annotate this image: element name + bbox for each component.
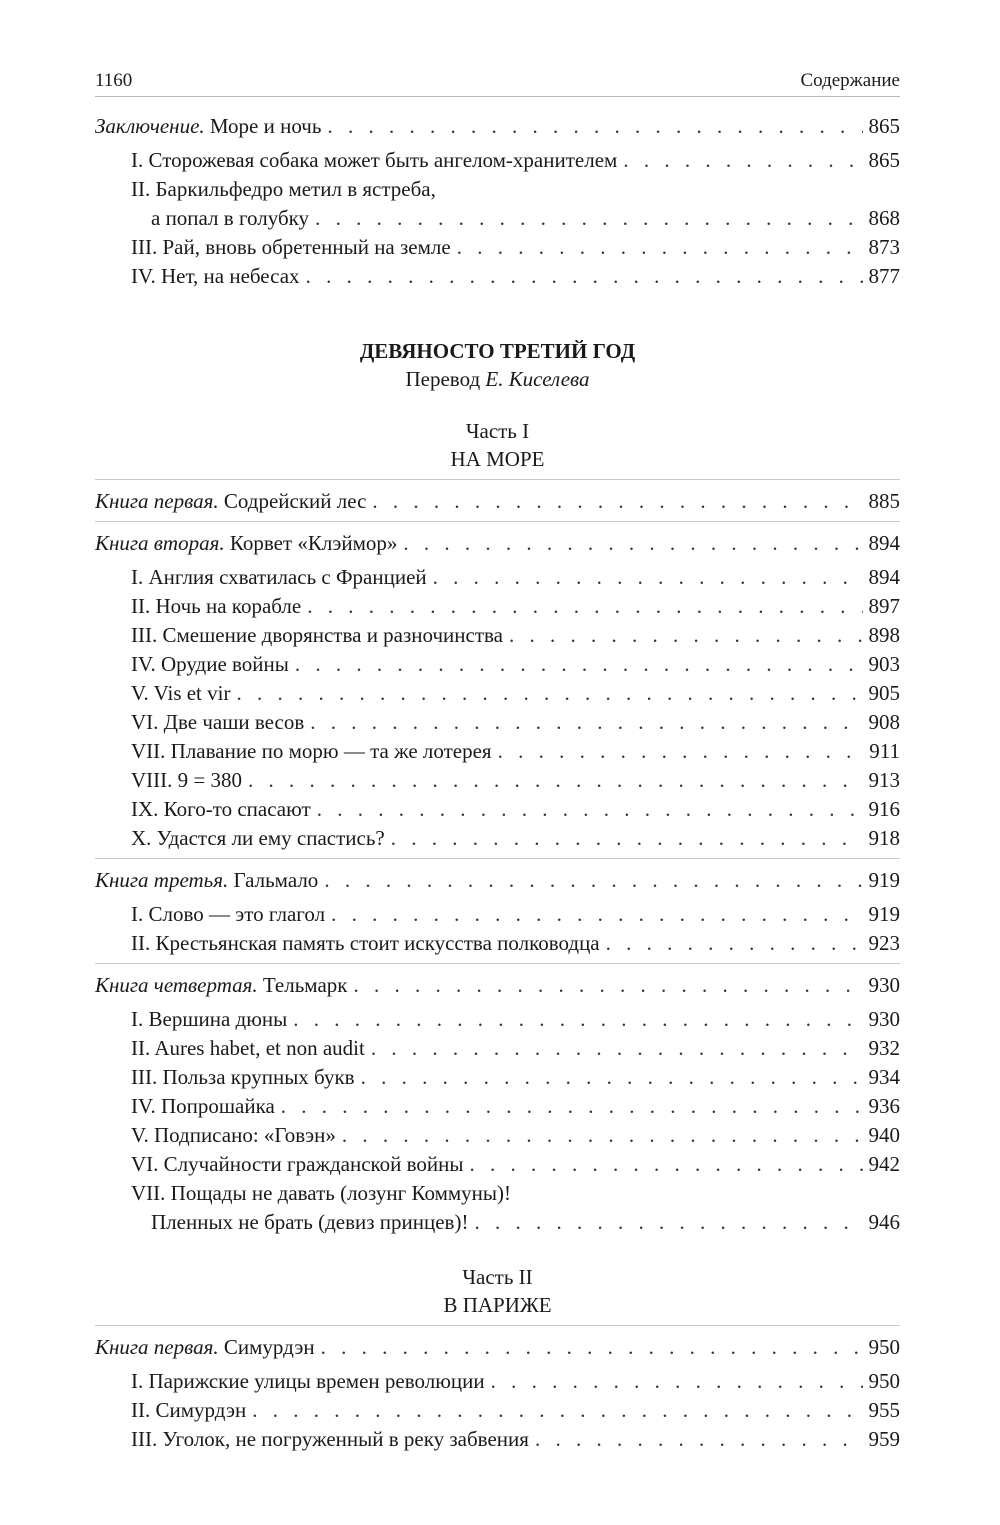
toc-chapter (95, 146, 900, 175)
toc-chapter (95, 1092, 900, 1121)
book-label: Книга третья. (95, 868, 229, 892)
leader-dots (509, 621, 863, 650)
leader-dots (293, 1005, 862, 1034)
chapter-title: VII. Плавание по морю — та же лотерея (131, 739, 492, 763)
leader-dots (331, 900, 862, 929)
leader-dots (403, 529, 862, 558)
leader-dots (606, 929, 863, 958)
chapter-page: 934 (868, 1065, 900, 1089)
chapter-title: I. Англия схватилась с Францией (131, 565, 427, 589)
chapter-page: 898 (868, 623, 900, 647)
leader-dots (248, 766, 863, 795)
leader-dots (281, 1092, 863, 1121)
toc-chapter (95, 233, 900, 262)
translator-line (95, 365, 900, 393)
chapter-page: 908 (868, 710, 900, 734)
toc-chapter (95, 650, 900, 679)
toc-book (95, 1333, 900, 1362)
chapter-page: 936 (868, 1094, 900, 1118)
chapter-page: 950 (868, 1369, 900, 1393)
toc-chapter (95, 679, 900, 708)
chapter-title: I. Слово — это глагол (131, 902, 326, 926)
book-label: Книга первая. (95, 489, 219, 513)
book-title: Корвет «Клэймор» (224, 531, 398, 555)
leader-dots (470, 1150, 863, 1179)
leader-dots (342, 1121, 863, 1150)
chapter-page: 913 (868, 768, 900, 792)
chapter-title: I. Сторожевая собака может быть ангелом-хранителем (131, 148, 618, 172)
part-title: НА МОРЕ (450, 447, 545, 471)
chapter-page: 903 (868, 652, 900, 676)
toc-chapter (95, 1121, 900, 1150)
chapter-title: II. Ночь на корабле (131, 594, 302, 618)
translator-prefix: Перевод (405, 367, 486, 391)
toc-chapter (95, 1034, 900, 1063)
leader-dots (321, 1333, 863, 1362)
chapter-title: III. Польза крупных букв (131, 1065, 355, 1089)
chapter-title-line2: Пленных не брать (девиз принцев)! (151, 1210, 469, 1234)
book-label: Книга первая. (95, 1335, 219, 1359)
leader-dots (252, 1396, 862, 1425)
part-label: Часть I (465, 419, 530, 443)
toc-book (95, 487, 900, 516)
running-header (95, 66, 900, 97)
book-page: 919 (868, 868, 900, 892)
chapter-page: 942 (868, 1152, 900, 1176)
toc-book (95, 529, 900, 558)
chapter-title: VI. Случайности гражданской войны (131, 1152, 464, 1176)
leader-dots (306, 262, 863, 291)
chapter-page: 946 (868, 1210, 900, 1234)
divider (95, 521, 900, 522)
toc-chapter (95, 929, 900, 958)
leader-dots (317, 795, 863, 824)
leader-dots (474, 1208, 862, 1237)
chapter-title-line1: VII. Пощады не давать (лозунг Коммуны)! (131, 1181, 511, 1205)
toc-chapter (95, 1396, 900, 1425)
chapter-title: II. Крестьянская память стоит искусства полководца (131, 931, 600, 955)
chapter-page: 955 (868, 1398, 900, 1422)
chapter-title-line2: а попал в голубку (151, 206, 310, 230)
toc-book (95, 971, 900, 1000)
chapter-title: X. Удастся ли ему спастись? (131, 826, 385, 850)
chapter-title: V. Vis et vir (131, 681, 231, 705)
chapter-title: IV. Орудие войны (131, 652, 289, 676)
book-label: Книга вторая. (95, 531, 225, 555)
divider (95, 479, 900, 480)
book-title: Гальмало (228, 868, 319, 892)
chapter-page: 873 (868, 235, 900, 259)
toc-chapter (95, 262, 900, 291)
book-page: 930 (868, 973, 900, 997)
chapter-page: 919 (868, 902, 900, 926)
leader-dots (371, 1034, 863, 1063)
chapter-title: IV. Нет, на небесах (131, 264, 300, 288)
part-label: Часть II (462, 1265, 533, 1289)
toc-chapter (95, 1425, 900, 1454)
toc-chapter (95, 1063, 900, 1092)
translator-name: Е. Киселева (485, 367, 590, 391)
book-page: 950 (868, 1335, 900, 1359)
toc-chapter (95, 621, 900, 650)
chapter-page: 918 (868, 826, 900, 850)
toc-chapter (95, 766, 900, 795)
toc-chapter (95, 900, 900, 929)
chapter-page: 930 (868, 1007, 900, 1031)
chapter-title: III. Уголок, не погруженный в реку забвения (131, 1427, 529, 1451)
toc-book (95, 866, 900, 895)
entry-label: Заключение. (95, 114, 205, 138)
chapter-title: I. Парижские улицы времен революции (131, 1369, 485, 1393)
leader-dots (433, 563, 863, 592)
chapter-title: III. Смешение дворянства и разночинства (131, 623, 503, 647)
chapter-page: 894 (868, 565, 900, 589)
leader-dots (498, 737, 864, 766)
book-page: 894 (868, 531, 900, 555)
leader-dots (457, 233, 863, 262)
leader-dots (361, 1063, 863, 1092)
chapter-page: 865 (868, 148, 900, 172)
chapter-page: 905 (868, 681, 900, 705)
chapter-page: 959 (868, 1427, 900, 1451)
chapter-page: 911 (869, 739, 900, 763)
leader-dots (236, 679, 862, 708)
work-title: ДЕВЯНОСТО ТРЕТИЙ ГОД (359, 339, 636, 363)
book-title: Содрейский лес (218, 489, 367, 513)
toc-chapter (95, 175, 900, 233)
leader-dots (353, 971, 862, 1000)
book-title: Симурдэн (218, 1335, 315, 1359)
toc-entry-conclusion (95, 112, 900, 141)
leader-dots (307, 592, 862, 621)
chapter-page: 916 (868, 797, 900, 821)
divider (95, 963, 900, 964)
chapter-title: V. Подписано: «Говэн» (131, 1123, 336, 1147)
chapter-title: III. Рай, вновь обретенный на земле (131, 235, 451, 259)
book-label: Книга четвертая. (95, 973, 258, 997)
page-number: 1160 (95, 70, 133, 91)
leader-dots (324, 866, 862, 895)
toc-chapter (95, 563, 900, 592)
chapter-page: 932 (868, 1036, 900, 1060)
chapter-title: VI. Две чаши весов (131, 710, 305, 734)
entry-title: Море и ночь (204, 114, 322, 138)
chapter-title-line1: II. Баркильфедро метил в ястреба, (131, 177, 436, 201)
toc-chapter (95, 708, 900, 737)
toc-chapter (95, 1150, 900, 1179)
leader-dots (315, 204, 862, 233)
toc-chapter (95, 737, 900, 766)
toc-chapter (95, 1179, 900, 1237)
leader-dots (327, 112, 862, 141)
chapter-title: II. Симурдэн (131, 1398, 247, 1422)
toc-chapter (95, 592, 900, 621)
leader-dots (372, 487, 862, 516)
running-title: Содержание (800, 70, 900, 91)
toc-chapter (95, 795, 900, 824)
toc-chapter (95, 824, 900, 853)
toc-chapter (95, 1367, 900, 1396)
chapter-page: 897 (868, 594, 900, 618)
leader-dots (623, 146, 862, 175)
entry-page: 865 (868, 114, 900, 138)
chapter-title: II. Aures habet, et non audit (131, 1036, 365, 1060)
chapter-page: 868 (868, 206, 900, 230)
part-title: В ПАРИЖЕ (443, 1293, 552, 1317)
table-of-contents (95, 112, 900, 1454)
leader-dots (491, 1367, 863, 1396)
toc-chapter (95, 1005, 900, 1034)
chapter-page: 877 (868, 264, 900, 288)
chapter-title: IV. Попрошайка (131, 1094, 275, 1118)
chapter-page: 923 (868, 931, 900, 955)
book-page: 885 (868, 489, 900, 513)
leader-dots (310, 708, 862, 737)
book-title: Тельмарк (257, 973, 348, 997)
divider (95, 1325, 900, 1326)
chapter-title: I. Вершина дюны (131, 1007, 288, 1031)
leader-dots (535, 1425, 863, 1454)
chapter-title: IX. Кого-то спасают (131, 797, 311, 821)
leader-dots (391, 824, 863, 853)
leader-dots (295, 650, 863, 679)
chapter-title: VIII. 9 = 380 (131, 768, 242, 792)
chapter-page: 940 (868, 1123, 900, 1147)
divider (95, 858, 900, 859)
